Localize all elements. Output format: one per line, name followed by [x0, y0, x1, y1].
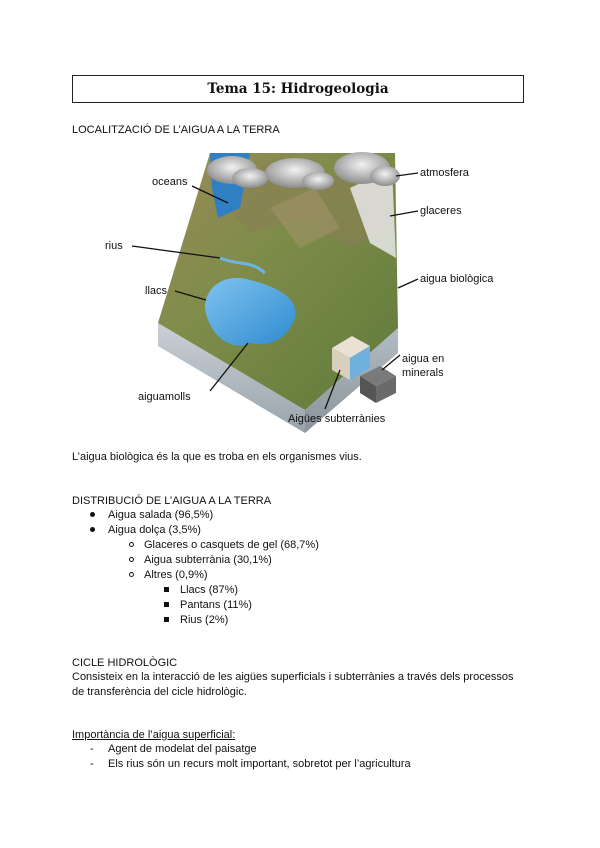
circle-bullet-icon [129, 557, 134, 562]
label-aigua-biologica: aigua biològica [420, 273, 494, 285]
section-heading-localitzacio: LOCALITZACIÓ DE L’AIGUA A LA TERRA [72, 124, 280, 136]
label-glaceres: glaceres [420, 205, 462, 217]
section-heading-distribucio: DISTRIBUCIÓ DE L’AIGUA A LA TERRA [72, 495, 272, 507]
circle-bullet-icon [129, 542, 134, 547]
water-location-diagram [100, 148, 500, 433]
section-heading-importancia: Importància de l’aigua superficial: [72, 729, 236, 741]
square-bullet-icon [164, 617, 169, 622]
label-atmosfera: atmosfera [420, 167, 469, 179]
list-item: Altres (0,9%) [144, 569, 208, 581]
list-item: Agent de modelat del paisatge [108, 743, 257, 755]
title-box [72, 75, 524, 103]
page-title: Tema 15: Hidrogeologia [207, 81, 389, 97]
label-minerals: minerals [402, 367, 444, 379]
bullet-icon [90, 527, 95, 532]
list-item: Rius (2%) [180, 614, 229, 626]
label-llacs: llacs [145, 285, 168, 297]
label-rius: rius [105, 240, 123, 252]
label-aigua-en: aigua en [402, 353, 445, 365]
list-item: Aigua salada (96,5%) [108, 509, 214, 521]
label-aigues-subterranies: Aigües subterrànies [288, 413, 386, 425]
dash-bullet: - [90, 743, 94, 755]
list-item: Glaceres o casquets de gel (68,7%) [144, 539, 319, 551]
list-item: Llacs (87%) [180, 584, 239, 596]
circle-bullet-icon [129, 572, 134, 577]
label-aiguamolls: aiguamolls [138, 391, 191, 403]
figure-caption: L’aigua biològica és la que es troba en els organismes vius. [72, 451, 362, 463]
list-item: Aigua subterrània (30,1%) [144, 554, 272, 566]
square-bullet-icon [164, 602, 169, 607]
list-item: Els rius són un recurs molt important, sobretot per l’agricultura [108, 758, 411, 770]
paragraph-line: Consisteix en la interacció de les aigües superficials i subterrànies a través dels processos [72, 671, 514, 683]
list-item: Pantans (11%) [180, 599, 252, 611]
section-heading-cicle: CICLE HIDROLÒGIC [72, 657, 178, 669]
list-item: Aigua dolça (3,5%) [108, 524, 201, 536]
bullet-icon [90, 512, 95, 517]
dash-bullet: - [90, 758, 94, 770]
paragraph-line: de transferència del cicle hidrològic. [72, 686, 247, 698]
label-oceans: oceans [152, 176, 188, 188]
square-bullet-icon [164, 587, 169, 592]
